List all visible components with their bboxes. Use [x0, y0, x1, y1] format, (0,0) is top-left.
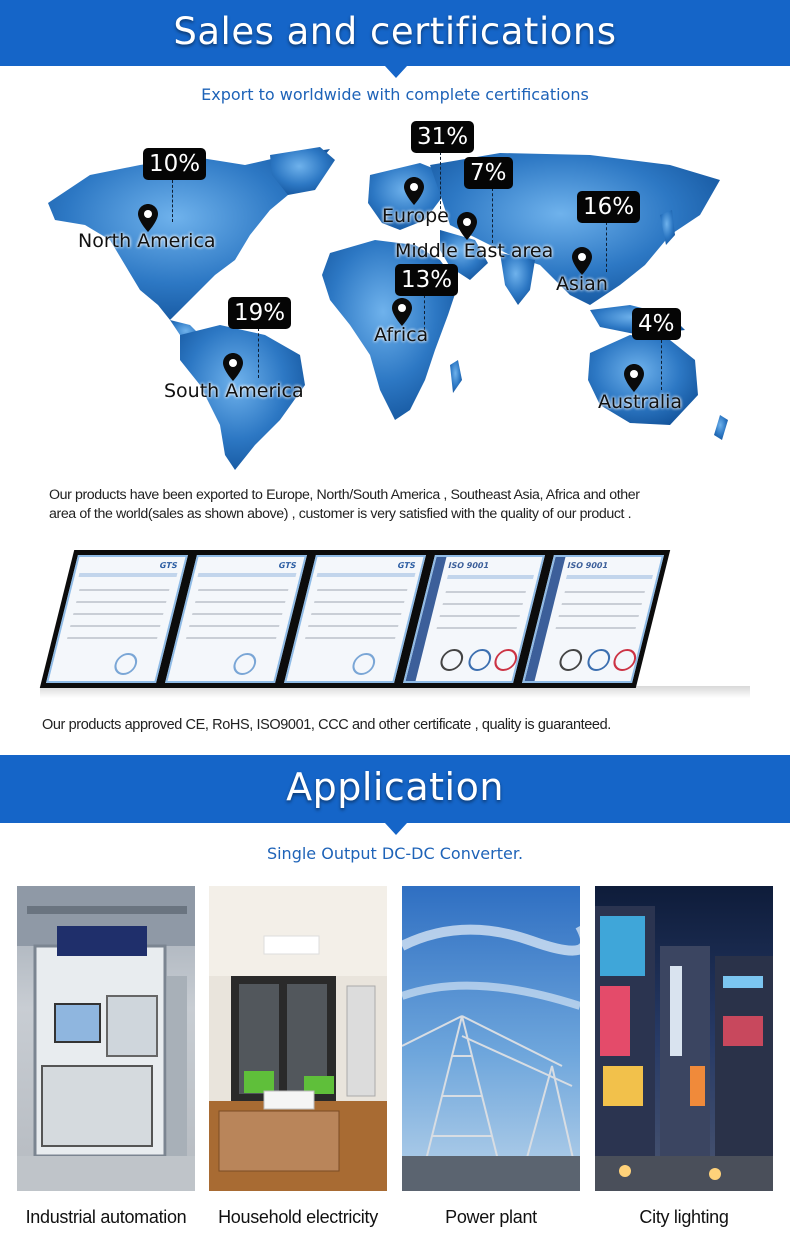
cert-text-line	[195, 601, 285, 603]
region-middle-east: Middle East area	[395, 240, 554, 262]
cert-text-line	[442, 603, 522, 605]
region-asian: Asian	[556, 273, 608, 295]
badge-europe: 31%	[411, 121, 474, 153]
label-household-electricity: Household electricity	[218, 1207, 378, 1227]
cert-text-line	[70, 625, 160, 627]
household-electricity-image	[209, 886, 387, 1191]
region-europe: Europe	[382, 205, 449, 227]
leader-asian	[606, 222, 607, 272]
leader-australia	[661, 340, 662, 390]
cert-text-line	[317, 589, 407, 591]
cert-heading-line	[447, 575, 534, 579]
cert-text-line	[305, 637, 395, 639]
leader-south-america	[258, 328, 259, 378]
sales-title: Sales and certifications	[173, 10, 617, 53]
cert-seal-icon	[438, 649, 465, 671]
cert-heading-line	[566, 575, 653, 579]
cert-text-line	[314, 601, 404, 603]
cert-logo: GTS	[277, 561, 298, 570]
cert-text-line	[311, 613, 401, 615]
cert-text-line	[561, 603, 641, 605]
cert-logo: GTS	[158, 561, 179, 570]
power-plant-image	[402, 886, 580, 1191]
cert-text-line	[558, 615, 638, 617]
map-pin-icon	[223, 353, 243, 381]
cert-seal-icon	[466, 649, 493, 671]
cert-text-line	[445, 591, 525, 593]
cert-seal-icon	[231, 653, 258, 675]
region-south-america: South America	[164, 380, 304, 402]
cert-seal-icon	[492, 649, 519, 671]
map-pin-icon	[392, 298, 412, 326]
cert-text-line	[79, 589, 169, 591]
application-header-band	[0, 755, 790, 823]
cert-logo: GTS	[396, 561, 417, 570]
cert-text-line	[73, 613, 163, 615]
map-pin-icon	[404, 177, 424, 205]
label-industrial-automation: Industrial automation	[25, 1207, 187, 1227]
badge-north-america: 10%	[143, 148, 206, 180]
export-text-line-1: Our products have been exported to Europe, North/South America , Southeast Asia, Africa and other	[49, 487, 640, 503]
cert-text-line	[67, 637, 157, 639]
cert-text-line	[76, 601, 166, 603]
certificate-description: Our products approved CE, RoHS, ISO9001, CCC and other certificate , quality is guaranteed.	[42, 717, 611, 733]
badge-africa: 13%	[395, 264, 458, 296]
map-pin-icon	[572, 247, 592, 275]
application-header-notch	[385, 823, 407, 835]
leader-middle-east	[492, 188, 493, 243]
badge-middle-east: 7%	[464, 157, 513, 189]
map-pin-icon	[624, 364, 644, 392]
cert-logo: ISO 9001	[566, 561, 610, 570]
map-pin-icon	[457, 212, 477, 240]
industrial-automation-image	[17, 886, 195, 1191]
application-subtitle: Single Output DC-DC Converter.	[266, 844, 524, 863]
badge-asian: 16%	[577, 191, 640, 223]
cert-text-line	[189, 625, 279, 627]
label-city-lighting: City lighting	[639, 1207, 729, 1227]
application-title: Application	[286, 765, 504, 809]
cert-text-line	[439, 615, 519, 617]
cert-text-line	[186, 637, 276, 639]
cert-seal-icon	[557, 649, 584, 671]
cert-text-line	[556, 627, 636, 629]
cert-logo: ISO 9001	[447, 561, 491, 570]
map-pin-icon	[138, 204, 158, 232]
label-power-plant: Power plant	[445, 1207, 537, 1227]
leader-north-america	[172, 180, 173, 222]
sales-header-notch	[385, 66, 407, 78]
cert-seal-icon	[350, 653, 377, 675]
cert-heading-line	[316, 573, 415, 577]
region-africa: Africa	[374, 324, 429, 346]
badge-australia: 4%	[632, 308, 681, 340]
cert-text-line	[437, 627, 517, 629]
cert-text-line	[308, 625, 398, 627]
region-north-america: North America	[78, 230, 216, 252]
export-text-line-2: area of the world(sales as shown above) , customer is very satisfied with the quality of our product .	[49, 506, 632, 522]
cert-text-line	[192, 613, 282, 615]
cert-text-line	[198, 589, 288, 591]
cert-heading-line	[197, 573, 296, 577]
cert-seal-icon	[585, 649, 612, 671]
badge-south-america: 19%	[228, 297, 291, 329]
sales-subtitle: Export to worldwide with complete certifications	[201, 85, 589, 104]
sales-header-band	[0, 0, 790, 66]
cert-heading-line	[78, 573, 177, 577]
export-description	[49, 486, 749, 524]
cert-text-line	[564, 591, 644, 593]
cert-seal-icon	[611, 649, 638, 671]
city-lighting-image	[595, 886, 773, 1191]
region-australia: Australia	[598, 391, 683, 413]
cert-seal-icon	[112, 653, 139, 675]
